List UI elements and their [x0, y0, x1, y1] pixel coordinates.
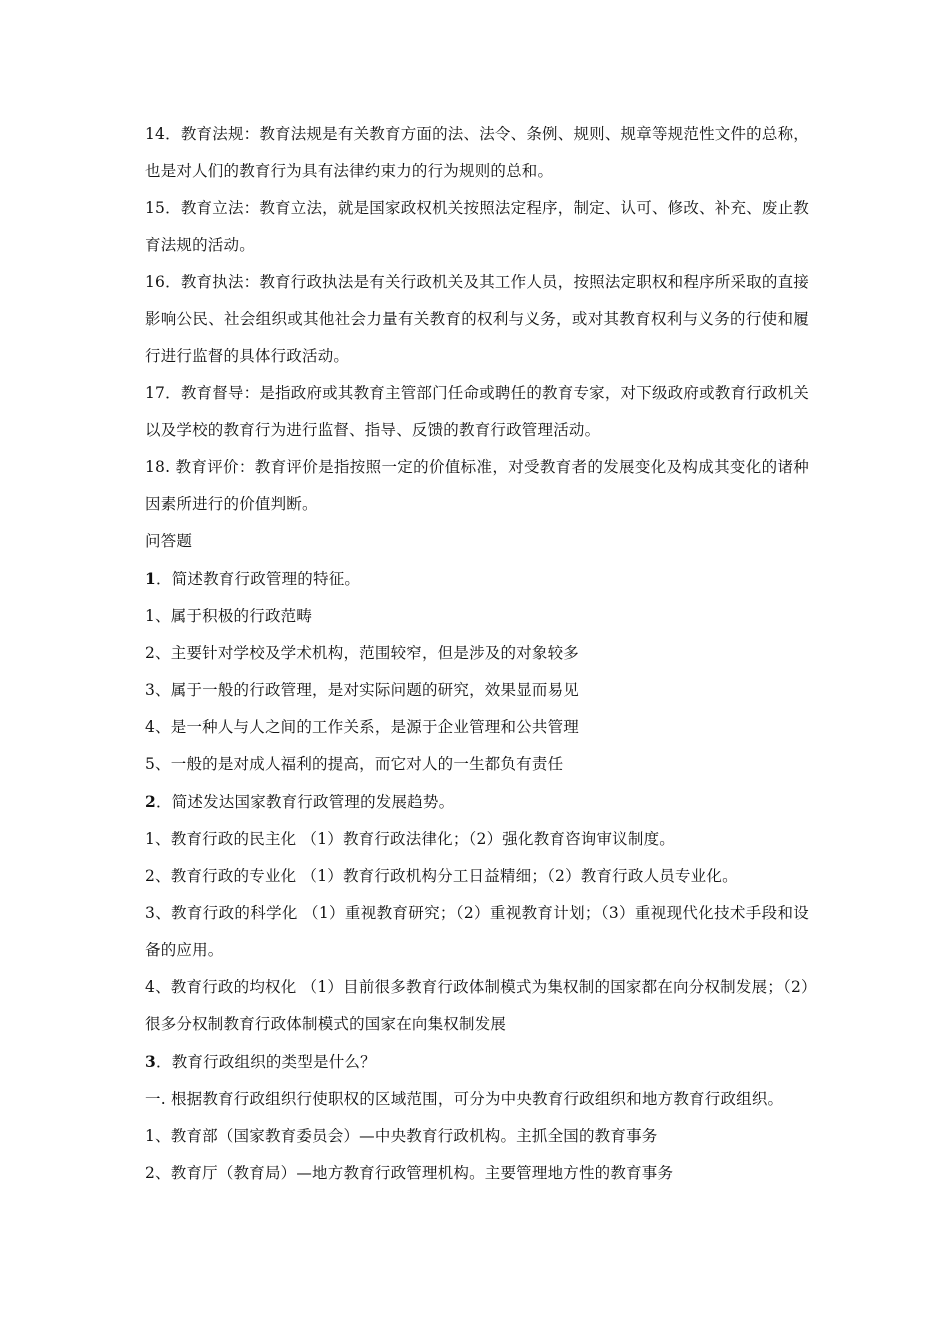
paragraph-text: 3、教育行政的科学化 （1）重视教育研究；（2）重视教育计划；（3）重视现代化技术手段和设备的应用。 — [145, 904, 809, 959]
answer-item — [145, 1081, 809, 1118]
question-number: 1 — [145, 569, 156, 588]
paragraph-text: 5、一般的是对成人福利的提高，而它对人的一生都负有责任 — [145, 755, 564, 773]
question-3 — [145, 1043, 809, 1081]
paragraph-text: ．教育立法：教育立法，就是国家政权机关按照法定程序，制定、认可、修改、补充、废止教育法规的活动。 — [145, 199, 809, 254]
item-number: 18. — [145, 458, 176, 476]
question-number: 2 — [145, 792, 156, 811]
definition-education-legislation — [145, 190, 809, 264]
paragraph-text: ．教育执法：教育行政执法是有关行政机关及其工作人员，按照法定职权和程序所采取的直接影响公民、社会组织或其他社会力量有关教育的权利与义务，或对其教育权利与义务的行使和履行进行监督的具体行政活动。 — [145, 273, 809, 365]
question-1 — [145, 560, 809, 598]
paragraph-text: 1、教育部（国家教育委员会）—中央教育行政机构。主抓全国的教育事务 — [145, 1127, 658, 1145]
answer-item — [145, 821, 809, 858]
document-body — [145, 116, 809, 1192]
paragraph-text: ．教育法规：教育法规是有关教育方面的法、法令、条例、规则、规章等规范性文件的总称，也是对人们的教育行为具有法律约束力的行为规则的总和。 — [145, 125, 809, 180]
answer-item — [145, 895, 809, 969]
paragraph-text: 4、教育行政的均权化 （1）目前很多教育行政体制模式为集权制的国家都在向分权制发展；（2）很多分权制教育行政体制模式的国家在向集权制发展 — [145, 978, 809, 1033]
answer-item — [145, 1118, 809, 1155]
paragraph-text: 1、教育行政的民主化 （1）教育行政法律化；（2）强化教育咨询审议制度。 — [145, 830, 675, 848]
item-number: 14 — [145, 125, 166, 143]
paragraph-text: 问答题 — [145, 532, 193, 550]
paragraph-text: 2、主要针对学校及学术机构，范围较窄，但是涉及的对象较多 — [145, 644, 579, 662]
paragraph-text: 教育评价：教育评价是指按照一定的价值标准，对受教育者的发展变化及构成其变化的诸种因素所进行的价值判断。 — [145, 458, 809, 513]
definition-education-evaluation — [145, 449, 809, 523]
answer-item — [145, 858, 809, 895]
paragraph-text: 4、是一种人与人之间的工作关系，是源于企业管理和公共管理 — [145, 718, 579, 736]
paragraph-text: ．教育督导：是指政府或其教育主管部门任命或聘任的教育专家，对下级政府或教育行政机关以及学校的教育行为进行监督、指导、反馈的教育行政管理活动。 — [145, 384, 809, 439]
item-number: 16 — [145, 273, 166, 291]
answer-item — [145, 598, 809, 635]
paragraph-text: 2、教育行政的专业化 （1）教育行政机构分工日益精细；（2）教育行政人员专业化。 — [145, 867, 738, 885]
answer-item — [145, 969, 809, 1043]
item-number: 17 — [145, 384, 166, 402]
definition-education-regulations — [145, 116, 809, 190]
question-number: 3 — [145, 1052, 156, 1071]
definition-education-supervision — [145, 375, 809, 449]
answer-item — [145, 672, 809, 709]
answer-item — [145, 1155, 809, 1192]
paragraph-text: ．简述教育行政管理的特征。 — [156, 570, 361, 588]
item-number: 15 — [145, 199, 166, 217]
answer-item — [145, 709, 809, 746]
answer-item — [145, 635, 809, 672]
paragraph-text: 2、教育厅（教育局）—地方教育行政管理机构。主要管理地方性的教育事务 — [145, 1164, 674, 1182]
paragraph-text: ．简述发达国家教育行政管理的发展趋势。 — [156, 793, 455, 811]
section-heading-qa — [145, 523, 809, 560]
answer-item — [145, 746, 809, 783]
paragraph-text: ．教育行政组织的类型是什么？ — [156, 1053, 376, 1071]
paragraph-text: 一. 根据教育行政组织行使职权的区域范围，可分为中央教育行政组织和地方教育行政组织。 — [145, 1090, 784, 1108]
paragraph-text: 1、属于积极的行政范畴 — [145, 607, 313, 625]
paragraph-text: 3、属于一般的行政管理，是对实际问题的研究，效果显而易见 — [145, 681, 579, 699]
definition-education-enforcement — [145, 264, 809, 375]
question-2 — [145, 783, 809, 821]
